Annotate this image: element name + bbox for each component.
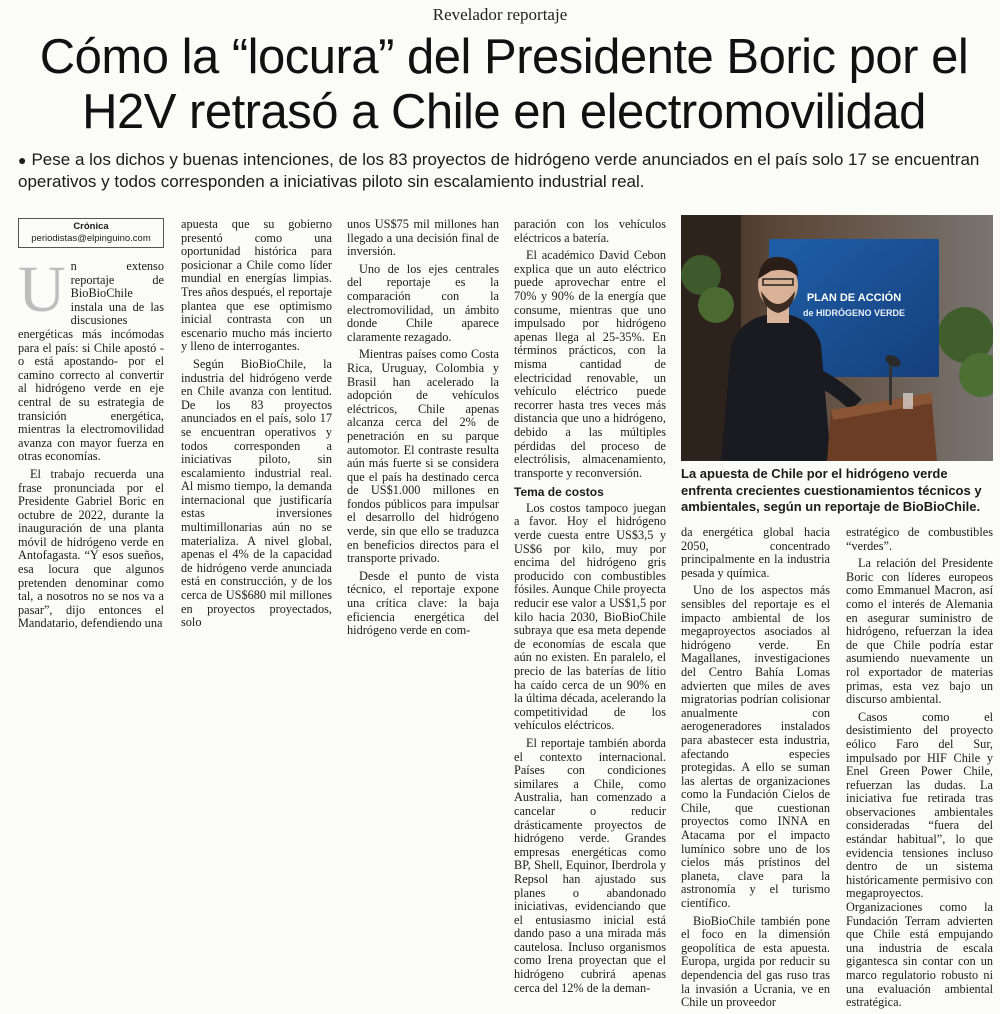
column-5 [681,526,830,1014]
paragraph: estratégico de combustibles “verdes”. [846,525,993,553]
paragraph: Mientras países como Costa Rica, Uruguay, Colombia y Brasil han acelerado la adopción de vehículos eléctricos, Chile apenas alcanza cerca del 2% de penetración en su parque automotor. El contraste resulta aún más fuerte si se considera que el país ha destinado cerca de US$1.000 millones en fondos públicos para impulsar el desarrollo del hidrógeno verde, sin que ello se traduzca en beneficios directos para el transporte privado. [347,347,499,566]
paragraph: BioBioChile también pone el foco en la dimensión geopolítica de esta apuesta. Europa, urgida por reducir su dependencia del gas ruso tras la invasión a Ucrania, ve en Chile un proveedor [681,913,830,1010]
paragraph: La relación del Presidente Boric con líderes europeos como Emmanuel Macron, así como el interés de Alemania en asegurar suministro de hidrógeno, refuerzan la idea de que Chile podría estar asumiendo nuevamente un rol exportador de materias primas, esta vez bajo un discurso ambiental. [846,556,993,707]
paragraph: El trabajo recuerda una frase pronunciada por el Presidente Gabriel Boric en octubre de 2022, durante la inauguración de una planta móvil de hidrógeno verde en Antofagasta. “Y esos sueños, esa locura que algunos pretenden denominar como tal, a nosotros no se nos va a pasar”, dijo entonces el Mandatario, defendiendo una [18,466,164,631]
byline-email[interactable]: periodistas@elpinguino.com [31,233,151,244]
paragraph: Los costos tampoco juegan a favor. Hoy el hidrógeno verde cuesta entre US$3,5 y US$6 por kilo, muy por encima del hidrógeno gris producido con combustibles fósiles. Aunque Chile proyecta reducir ese valor a US$1,5 por kilo hacia 2030, BioBioChile subraya que esa meta depende de economías de escala que aún no existen. En paralelo, el precio de las baterías de litio ha caído cerca de un 90% en la última década, acelerando la competitividad de los vehículos eléctricos. [514,500,666,733]
paragraph: Uno de los aspectos más sensibles del reportaje es el impacto ambiental de los megaproyectos asociados al hidrógeno verde. En Magallanes, investigaciones del Centro Bahía Lomas advierten que miles de aves migratorias podrían colisionar anualmente con aerogeneradores instalados para abastecer esta industria, afectando especies protegidas. A ello se suman las alertas de organizaciones como la Fundación Cielos de Chile, que cuestionan proyectos como INNA en Atacama por el impacto lumínico sobre uno de los cielos más prístinos del planeta, clave para la astronomía y el turismo científico. [681,583,830,911]
subheading: Tema de costos [514,485,604,500]
column-6 [846,526,993,1014]
paragraph: El académico David Cebon explica que un auto eléctrico puede aprovechar entre el 70% y 90% de la energía que consume, mientras que uno impulsado por hidrógeno apenas llega al 25-35%. En términos prácticos, con la misma cantidad de electricidad renovable, un vehículo eléctrico puede recorrer hasta tres veces más distancia que uno a hidrógeno, debido a las múltiples pérdidas del proceso de electrólisis, almacenamiento, transporte y reconversión. [514,248,666,480]
headline: Cómo la “locura” del Presidente Boric por el H2V retrasó a Chile en electromovilidad [39,30,969,139]
kicker: Revelador reportaje [432,5,568,24]
paragraph: paración con los vehículos eléctricos a batería. [514,217,666,245]
column-2 [181,218,332,634]
screen-title-2: de HIDRÓGENO VERDE [802,308,906,318]
paragraph: Según BioBioChile, la industria del hidrógeno verde en Chile avanza con lentitud. De los 83 proyectos anunciados en el país, solo 17 se encuentran operativos y todos corresponden a iniciativas piloto, sin escalamiento industrial real. Al mismo tiempo, la demanda internacional que justificaría estas inversiones multimillonarias aún no se materializa. A nivel global, apenas el 4% de la capacidad de hidrógeno verde anunciada está en construcción, y de los cerca de US$680 mil millones en proyectos proyectados, solo [181,356,332,630]
photo-illustration [681,215,993,461]
drop-cap: U [18,253,66,326]
column-1 [18,218,164,635]
byline-section: Crónica [73,221,109,232]
column-3 [347,218,499,642]
news-photo [681,215,993,461]
paragraph: Un extenso reportaje de BioBioChile instala una de las discusiones energéticas más incómodas para el país: si Chile apostó -o está apostando- por el camino correcto al convertir al hidrógeno verde en eje central de su estrategia de transición energética, mientras la electromovilidad avanza con mayor fuerza en otras economías. [18,253,164,464]
lead-text: Pese a los dichos y buenas intenciones, de los 83 proyectos de hidrógeno verde anunciados en el país solo 17 se encuentran operativos y todos corresponden a iniciativas piloto sin escalamiento industrial real. [18,150,980,191]
screen-title-1: PLAN DE ACCIÓN [806,292,902,304]
column-4 [514,218,666,999]
byline-box [18,218,164,248]
lead-bullet [18,149,982,193]
paragraph: El reportaje también aborda el contexto internacional. Países con condiciones similares a Chile, como Australia, han comenzado a cancelar o reducir drásticamente proyectos de hidrógeno verde. Grandes empresas energéticas como BP, Shell, Equinor, Iberdrola y Repsol han ajustado sus planes o abandonado iniciativas, evidenciando que el entusiasmo inicial está dando paso a una mirada más cautelosa. Incluso organismos como Irena proyectan que el hidrógeno cubrirá apenas cerca del 12% de la deman- [514,735,666,995]
paragraph: Casos como el desistimiento del proyecto eólico Faro del Sur, impulsado por HIF Chile y Enel Green Power Chile, refuerzan las dudas. La iniciativa fue retirada tras observaciones ambientales consideradas “fuera del estándar habitual”, lo que evidencia tensiones incluso dentro de un sistema históricamente permisivo con megaproyectos. Organizaciones como la Fundación Terram advierten que Chile está empujando una industria de escala gigantesca sin contar con un marco regulatorio robusto ni una evaluación ambiental estratégica. [846,709,993,1010]
bullet-dot-icon: ● [18,152,27,168]
paragraph: da energética global hacia 2050, concentrado principalmente en la industria pesada y química. [681,525,830,580]
paragraph: unos US$75 mil millones han llegado a una decisión final de inversión. [347,217,499,259]
photo-caption: La apuesta de Chile por el hidrógeno verde enfrenta crecientes cuestionamientos técnicos y ambientales, según un reportaje de BioBioChile. [681,466,982,514]
paragraph: Uno de los ejes centrales del reportaje es la comparación con la electromovilidad, un ámbito donde Chile aparece claramente rezagado. [347,261,499,344]
paragraph: Desde el punto de vista técnico, el reportaje expone una crítica clave: la baja eficiencia energética del hidrógeno verde en com- [347,568,499,638]
paragraph: apuesta que su gobierno presentó como una oportunidad histórica para posicionar a Chile como líder mundial en energías limpias. Tres años después, el reportaje plantea que ese optimismo inicial contrasta con un escenario mucho más incierto y lleno de interrogantes. [181,217,332,354]
